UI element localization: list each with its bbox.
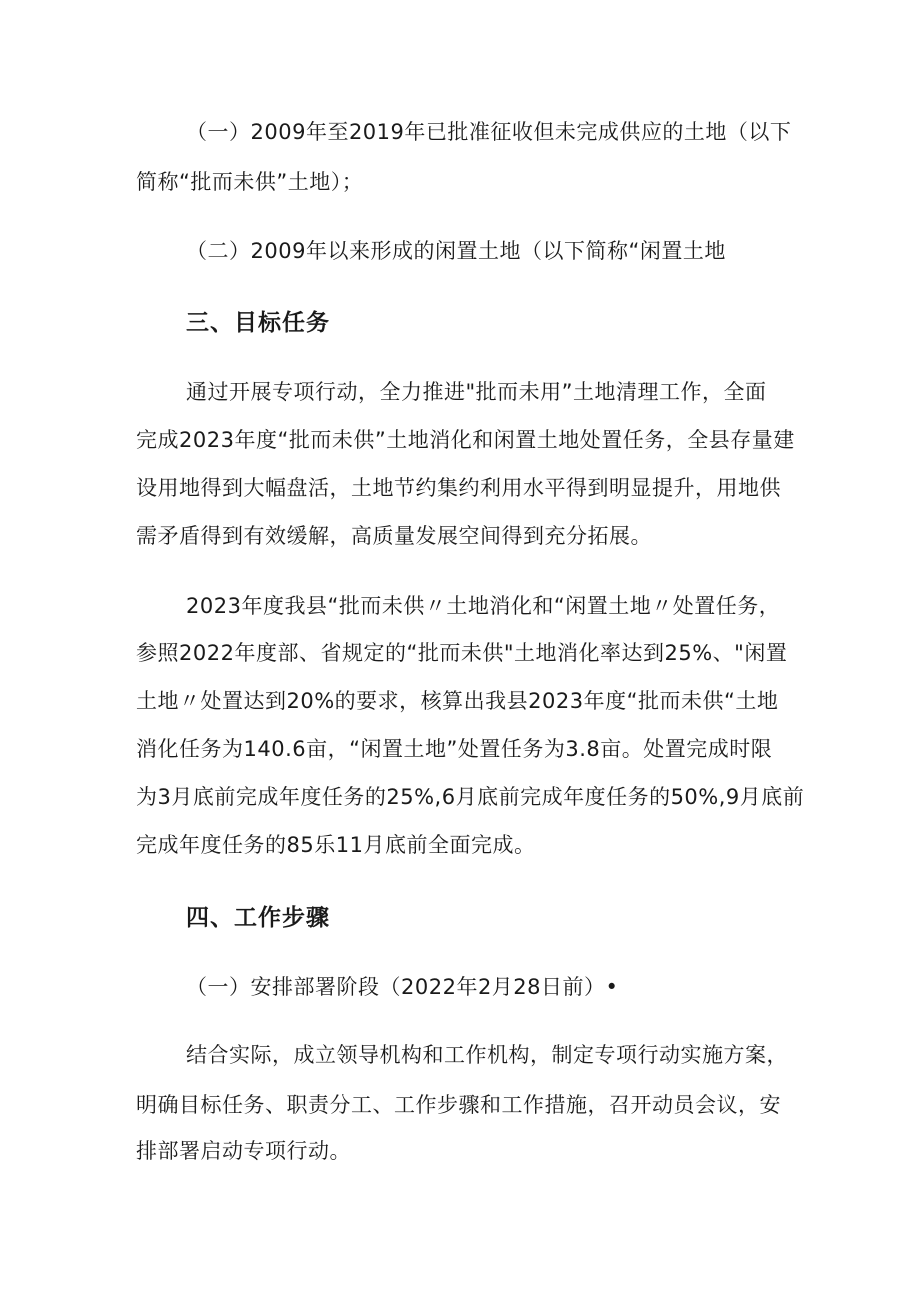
section-3-para-2-line-4: 消化任务为140.6亩，“闲置土地”处置任务为3.8亩。处置完成时限 [136,737,773,761]
section-4-para-1-line-2: 明确目标任务、职责分工、工作步骤和工作措施，召开动员会议，安 [136,1093,781,1117]
section-3-para-2-line-3: 土地〃处置达到20%的要求，核算出我县2023年度“批而未供“土地 [136,689,779,713]
scope-item-1-line-1: （一）2009年至2019年已批准征收但未完成供应的土地（以下 [186,120,792,144]
section-3-para-1-line-3: 设用地得到大幅盘活，土地节约集约利用水平得到明显提升，用地供 [136,476,781,500]
section-3-para-2-line-5: 为3月底前完成年度任务的25%,6月底前完成年度任务的50%,9月底前 [136,785,805,809]
section-3-para-1-line-4: 需矛盾得到有效缓解，高质量发展空间得到充分拓展。 [136,524,652,548]
section-3-heading: 三、目标任务 [186,310,330,336]
section-4-heading: 四、工作步骤 [186,905,330,931]
section-3-para-2-line-6: 完成年度任务的85乐11月底前全面完成。 [136,833,536,857]
section-3-para-2-line-2: 参照2022年度部、省规定的“批而未供"土地消化率达到25%、"闲置 [136,641,788,665]
section-4-para-1-line-1: 结合实际，成立领导机构和工作机构，制定专项行动实施方案， [186,1043,788,1067]
section-4-para-1-line-3: 排部署启动专项行动。 [136,1139,351,1163]
section-3-para-2-line-1: 2023年度我县“批而未供〃土地消化和“闲置土地〃处置任务， [186,594,781,618]
scope-item-1-line-2: 简称“批而未供”土地）； [136,170,364,194]
section-4-subheading-1: （一）安排部署阶段（2022年2月28日前）• [186,975,619,999]
section-3-para-1-line-2: 完成2023年度“批而未供”土地消化和闲置土地处置任务，全县存量建 [136,428,795,452]
scope-item-2: （二）2009年以来形成的闲置土地（以下简称“闲置土地 [186,239,726,263]
section-3-para-1-line-1: 通过开展专项行动，全力推进"批而未用”土地清理工作，全面 [186,380,767,404]
